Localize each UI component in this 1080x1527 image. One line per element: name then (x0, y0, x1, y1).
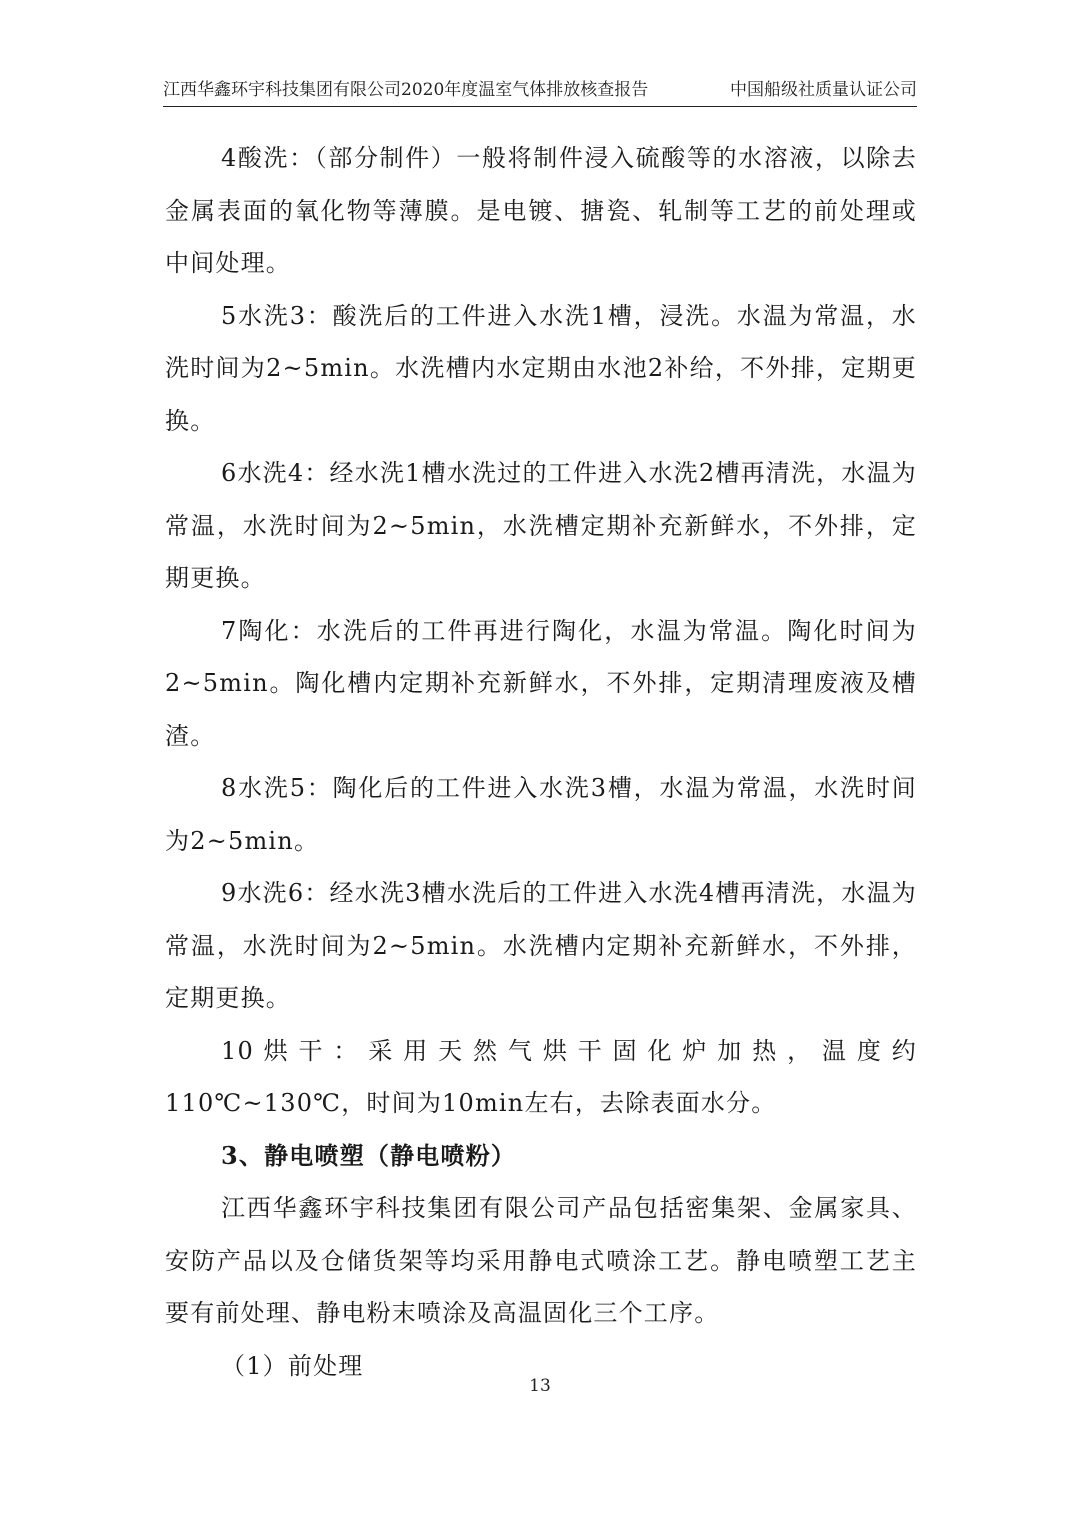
subsection-heading: （1）前处理 (221, 1351, 364, 1380)
page-header (163, 76, 917, 107)
report-title: 江西华鑫环宇科技集团有限公司2020年度温室气体排放核查报告 (163, 80, 649, 100)
step-6-paragraph: 6水洗4：经水洗1槽水洗过的工件进入水洗2槽再清洗，水温为常温，水洗时间为2~5min，水洗槽定期补充新鲜水，不外排，定期更换。 (165, 459, 917, 592)
step-8-paragraph: 8水洗5：陶化后的工件进入水洗3槽，水温为常温，水洗时间为2~5min。 (165, 774, 917, 855)
organization-name: 中国船级社质量认证公司 (730, 80, 917, 100)
section-paragraph: 江西华鑫环宇科技集团有限公司产品包括密集架、金属家具、安防产品以及仓储货架等均采用静电式喷涂工艺。静电喷塑工艺主要有前处理、静电粉末喷涂及高温固化三个工序。 (165, 1194, 917, 1327)
section-heading: 3、静电喷塑（静电喷粉） (221, 1140, 517, 1170)
step-9-paragraph: 9水洗6：经水洗3槽水洗后的工件进入水洗4槽再清洗，水温为常温，水洗时间为2~5min。水洗槽内定期补充新鲜水，不外排，定期更换。 (165, 879, 917, 1012)
step-5-paragraph: 5水洗3：酸洗后的工件进入水洗1槽，浸洗。水温为常温，水洗时间为2~5min。水洗槽内水定期由水池2补给，不外排，定期更换。 (165, 301, 917, 435)
page-number: 13 (529, 1376, 551, 1396)
step-7-paragraph: 7陶化：水洗后的工件再进行陶化，水温为常温。陶化时间为2~5min。陶化槽内定期补充新鲜水，不外排，定期清理废液及槽渣。 (165, 616, 917, 750)
step-10-paragraph: 10烘干：采用天然气烘干固化炉加热，温度约110℃~130℃，时间为10min左右，去除表面水分。 (165, 1036, 917, 1117)
document-body (165, 132, 917, 1392)
step-4-paragraph: 4酸洗：（部分制件）一般将制件浸入硫酸等的水溶液，以除去金属表面的氧化物等薄膜。是电镀、搪瓷、轧制等工艺的前处理或中间处理。 (165, 144, 917, 277)
